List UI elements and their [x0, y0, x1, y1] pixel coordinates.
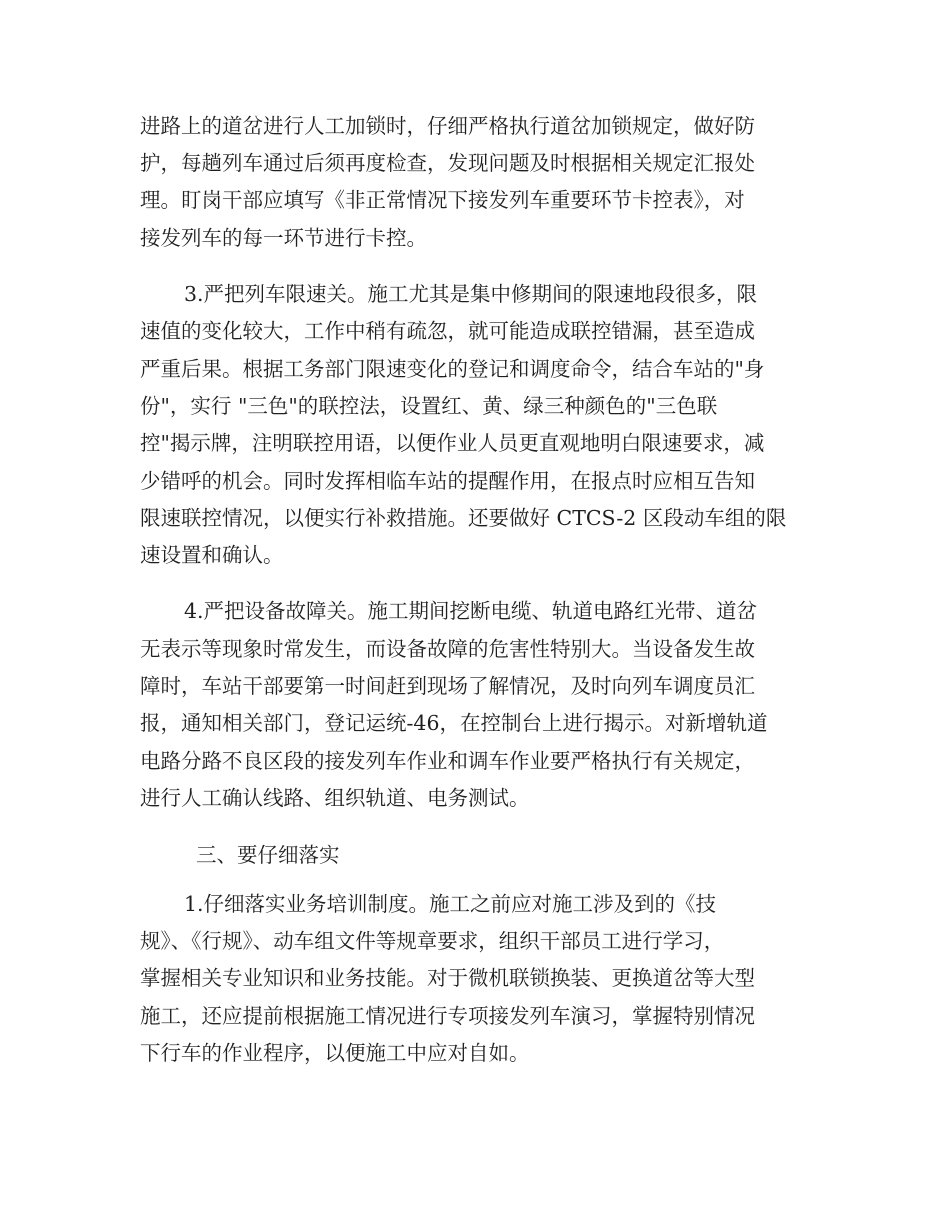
- text-line: 掌握相关专业知识和业务技能。对于微机联锁换装、更换道岔等大型: [140, 966, 755, 990]
- text-line: 理。盯岗干部应填写《非正常情况下接发列车重要环节卡控表》，对: [140, 188, 745, 212]
- text-line: 4.严把设备故障关。施工期间挖断电缆、轨道电路红光带、道岔: [184, 599, 758, 623]
- text-line: 接发列车的每一环节进行卡控。: [140, 226, 427, 250]
- text-line: 1.仔细落实业务培训制度。施工之前应对施工涉及到的《技: [184, 892, 717, 916]
- text-line: 护，每趟列车通过后须再度检查，发现问题及时根据相关规定汇报处: [140, 151, 755, 175]
- text-line: 少错呼的机会。同时发挥相临车站的提醒作用，在报点时应相互告知: [140, 469, 755, 493]
- text-line: 施工，还应提前根据施工情况进行专项接发列车演习，掌握特别情况: [140, 1004, 755, 1028]
- text-line: 限速联控情况，以便实行补救措施。还要做好 CTCS-2 区段动车组的限: [140, 506, 787, 530]
- text-line: 下行车的作业程序，以便施工中应对自如。: [140, 1041, 530, 1065]
- text-line: 无表示等现象时常发生，而设备故障的危害性特别大。当设备发生故: [140, 637, 755, 661]
- text-line: 3.严把列车限速关。施工尤其是集中修期间的限速地段很多，限: [184, 282, 758, 306]
- text-line: 报，通知相关部门，登记运统-46，在控制台上进行揭示。对新增轨道: [140, 711, 768, 735]
- text-line: 速值的变化较大，工作中稍有疏忽，就可能造成联控错漏，甚至造成: [140, 319, 755, 343]
- text-line: 控"揭示牌，注明联控用语，以便作业人员更直观地明白限速要求，减: [140, 431, 765, 455]
- text-line: 份"，实行 "三色"的联控法，设置红、黄、绿三种颜色的"三色联: [140, 394, 718, 418]
- text-line: 进行人工确认线路、组织轨道、电务测试。: [140, 786, 530, 810]
- text-line: 严重后果。根据工务部门限速变化的登记和调度命令，结合车站的"身: [140, 357, 765, 381]
- text-line: 进路上的道岔进行人工加锁时，仔细严格执行道岔加锁规定，做好防: [140, 114, 755, 138]
- text-line: 电路分路不良区段的接发列车作业和调车作业要严格执行有关规定，: [140, 749, 755, 773]
- section-heading: 三、要仔细落实: [196, 843, 340, 867]
- text-line: 规》、《行规》、动车组文件等规章要求，组织干部员工进行学习，: [140, 929, 725, 953]
- text-line: 速设置和确认。: [140, 543, 284, 567]
- text-line: 障时，车站干部要第一时间赶到现场了解情况，及时向列车调度员汇: [140, 674, 755, 698]
